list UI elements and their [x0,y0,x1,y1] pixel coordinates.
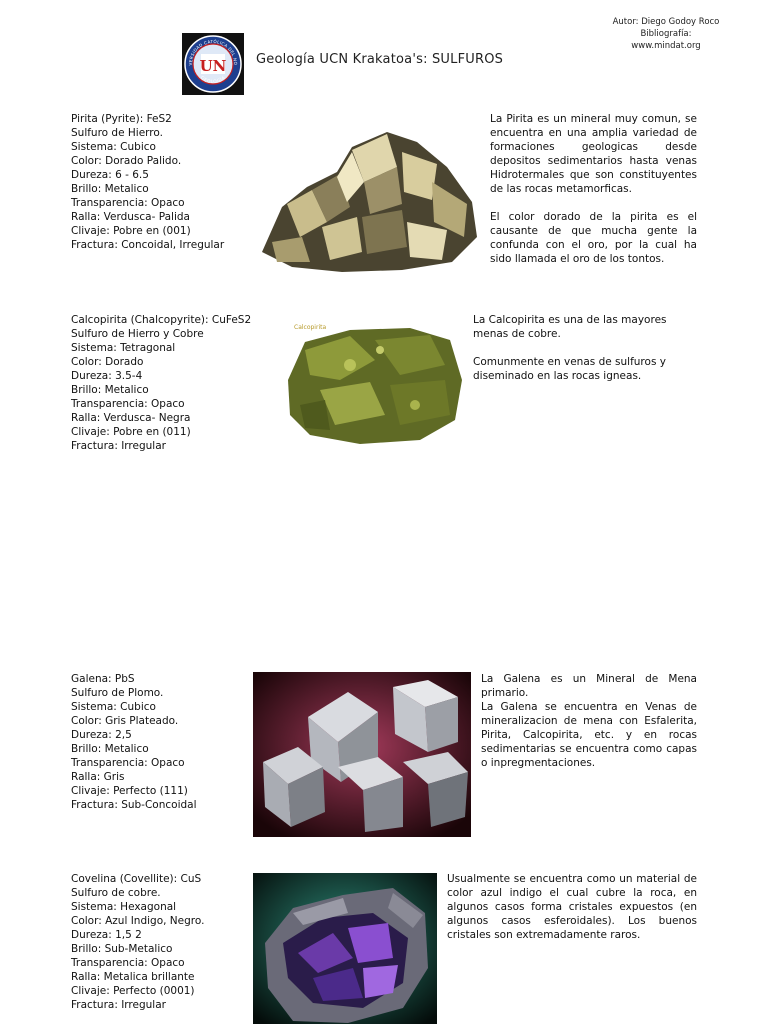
galena-prop: Transparencia: Opaco [71,757,185,769]
calcopirita-name: Calcopirita (Chalcopyrite): CuFeS2 [71,314,252,326]
calcopirita-prop: Sistema: Tetragonal [71,342,176,354]
bibliography-link[interactable]: www.mindat.org [631,41,701,51]
galena-prop: Color: Gris Plateado. [71,715,179,727]
covelina-name: Covelina (Covellite): CuS [71,873,202,885]
galena-prop: Brillo: Metalico [71,743,149,755]
calcopirita-prop: Sulfuro de Hierro y Cobre [71,328,204,340]
calcopirita-desc-paragraph: Comunmente en venas de sulfuros y diseminado en las rocas igneas. [473,356,666,382]
pirita-prop: Clivaje: Pobre en (001) [71,225,191,237]
covelina-prop: Sistema: Hexagonal [71,901,177,913]
pirita-prop: Ralla: Verdusca- Palida [71,211,190,223]
university-logo [182,33,244,95]
author-block [596,16,736,52]
galena-properties [71,672,197,812]
galena-prop: Dureza: 2,5 [71,729,132,741]
calcopirita-properties [71,313,251,453]
calcopirita-prop: Dureza: 3.5-4 [71,370,143,382]
calcopirita-prop: Ralla: Verdusca- Negra [71,412,191,424]
pirita-properties [71,112,224,252]
pirita-prop: Color: Dorado Palido. [71,155,182,167]
pirita-prop: Sulfuro de Hierro. [71,127,163,139]
covelina-description [447,872,697,956]
galena-prop: Sulfuro de Plomo. [71,687,164,699]
calcopirita-desc-paragraph: La Calcopirita es una de las mayores menas de cobre. [473,314,667,340]
page-title: Geología UCN Krakatoa's: SULFUROS [256,52,504,67]
covelina-properties [71,872,204,1012]
pirita-name: Pirita (Pyrite): FeS2 [71,113,172,125]
calcopirita-image-label: Calcopirita [294,324,327,331]
galena-image [253,672,471,837]
pirita-image [252,112,482,274]
calcopirita-image [280,320,465,448]
calcopirita-prop: Brillo: Metalico [71,384,149,396]
logo-seal-icon [182,33,244,95]
logo-bottom-text: GEOLOGÍA [199,75,227,86]
calcopirita-description [473,313,673,397]
galena-desc-paragraph: La Galena es un Mineral de Mena primario. [481,673,697,699]
covelina-image [253,873,437,1024]
calcopirita-prop: Clivaje: Pobre en (011) [71,426,191,438]
galena-prop: Sistema: Cubico [71,701,156,713]
pirita-desc-paragraph: El color dorado de la pirita es el causante de que mucha gente la confunda con el oro, por la cual ha sido llamada el oro de los tontos. [490,211,697,265]
galena-name: Galena: PbS [71,673,135,685]
galena-desc-paragraph: La Galena se encuentra en Venas de mineralizacion de mena con Esfalerita, Pirita, Calcopirita, etc. y en rocas sedimentarias se encuentra como capas o inpregmentaciones. [481,701,697,769]
galena-description [481,672,697,770]
covelina-desc-paragraph: Usualmente se encuentra como un material de color azul indigo el cual cubre la roca, en algunos casos forma cristales expuestos (en algunos casos esferoidales). Los buenos cristales son extremadamente raros. [447,873,697,941]
pirita-prop: Fractura: Concoidal, Irregular [71,239,225,251]
pirita-prop: Sistema: Cubico [71,141,156,153]
covelina-prop: Ralla: Metalica brillante [71,971,195,983]
covelina-prop: Clivaje: Perfecto (0001) [71,985,195,997]
logo-mark: UN [199,57,227,75]
galena-prop: Clivaje: Perfecto (111) [71,785,188,797]
covelina-prop: Dureza: 1,5 2 [71,929,142,941]
pirita-prop: Brillo: Metalico [71,183,149,195]
pirita-desc-paragraph: La Pirita es un mineral muy comun, se encuentra en una amplia variedad de formaciones geologicas desde depositos sedimentarios hasta venas Hidrotermales que son constituyentes de las rocas metamorficas. [490,113,697,195]
logo-top-text: VERSIDAD CATÓLICA DEL NO [187,38,239,66]
galena-prop: Ralla: Gris [71,771,125,783]
covelina-prop: Fractura: Irregular [71,999,166,1011]
covelina-prop: Color: Azul Indigo, Negro. [71,915,205,927]
calcopirita-prop: Color: Dorado [71,356,144,368]
pirita-prop: Dureza: 6 - 6.5 [71,169,149,181]
galena-prop: Fractura: Sub-Concoidal [71,799,197,811]
pirita-description [490,112,697,280]
calcopirita-prop: Transparencia: Opaco [71,398,185,410]
pirita-prop: Transparencia: Opaco [71,197,185,209]
calcopirita-prop: Fractura: Irregular [71,440,166,452]
author-name: Autor: Diego Godoy Roco [612,17,720,27]
covelina-prop: Transparencia: Opaco [71,957,185,969]
covelina-prop: Brillo: Sub-Metalico [71,943,173,955]
bibliography-label: Bibliografía: [640,29,692,39]
covelina-prop: Sulfuro de cobre. [71,887,161,899]
